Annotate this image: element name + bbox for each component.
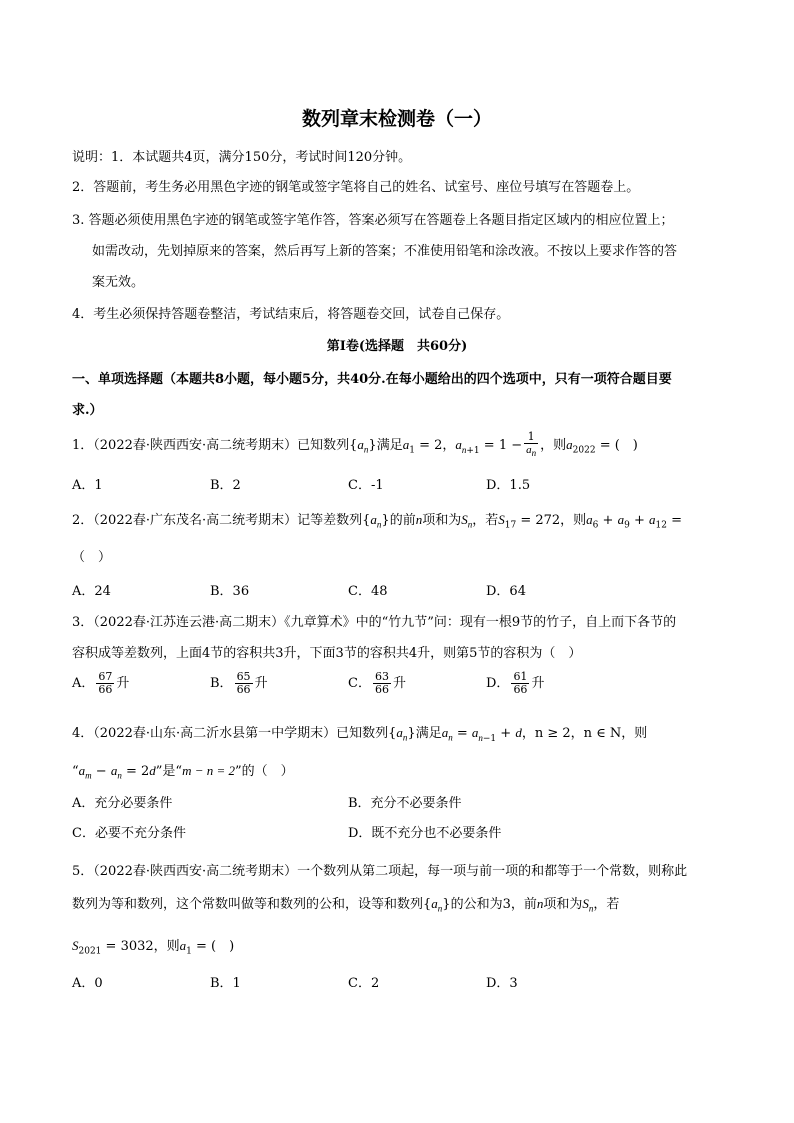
q1-option-d[interactable]: D．1.5 [486,478,531,493]
q2-option-c[interactable]: C．48 [348,584,388,599]
q4-option-c[interactable]: C．必要不充分条件 [72,826,186,841]
instruction-2: 2．答题前，考生务必用黑色字迹的钢笔或签字笔将自己的姓名、试室号、座位号填写在答题卷上。 [72,180,640,195]
instruction-3: 3. 答题必须使用黑色字迹的钢笔或签字笔作答，答案必须写在答题卷上各题目指定区域内的相应位置上； [72,213,674,228]
q4-prefix: 4．（2022春·山东·高二沂水县第一中学期末）已知数列 [72,726,389,741]
q1-fraction: $\frac{1}{a_n}$ [526,430,537,459]
q3-option-b[interactable]: B． $\frac{65}{66}$ 升 [210,670,268,696]
question-5-cont2: $S_{2021} = 3032$，则$a_1$ = ( ) [72,938,235,957]
q3-option-c[interactable]: C． $\frac{63}{66}$ 升 [348,670,406,696]
question-1: 1．（2022春·陕西西安·高二统考期末）已知数列$\{a_n\}$满足$a_1 = 2$，$a_{n+1} = 1$ − $\frac{1}{a_n}$ ，则$a_{2022}$ = ( ) [72,430,638,459]
q1-cond2: = 1 − [483,438,523,453]
instruction-3-cont2: 案无效。 [92,275,145,290]
instruction-3-cont: 如需改动，先划掉原来的答案，然后再写上新的答案；不准使用铅笔和涂改液。不按以上要求作答的答 [92,244,678,259]
q1-option-a[interactable]: A．1 [72,478,103,493]
q1-seq: $\{a_n\}$ [349,437,377,455]
q2-mid3: ，若 [472,513,499,528]
q1-option-c[interactable]: C．-1 [348,478,384,493]
q2-option-d[interactable]: D．64 [486,584,526,599]
q5-option-c[interactable]: C．2 [348,976,380,991]
q2-prefix: 2．（2022春·广东茂名·高二统考期末）记等差数列 [72,513,363,528]
q2-option-b[interactable]: B．36 [210,584,250,599]
q1-option-b[interactable]: B．2 [210,478,241,493]
q3-option-d[interactable]: D． $\frac{61}{66}$ 升 [486,670,545,696]
q1-suffix: ，则 [540,438,567,453]
question-5-cont: 数列为等和数列，这个常数叫做等和数列的公和，设等和数列$\{a_n\}$的公和为3，前n项和为$S_n$，若 [72,896,620,914]
question-3: 3．（2022春·江苏连云港·高二期末）《九章算术》中的“竹九节”问：现有一根9节的竹子，自上而下各节的 [72,615,677,630]
q2-eq: = 272，则 [520,513,587,528]
q4-option-b[interactable]: B．充分不必要条件 [348,796,462,811]
question-4-cont: “$a_m - a_n = 2d$”是“m − n = 2”的（ ） [72,763,294,781]
q1-tail: = ( ) [599,438,638,453]
q4-cond: ，n ≥ 2，n ∈ N，则 [521,726,648,741]
q2-mid1: 的前 [389,513,416,528]
instruction-4: 4．考生必须保持答题卷整洁，考试结束后，将答题卷交回，试卷自己保存。 [72,307,510,322]
question-4: 4．（2022春·山东·高二沂水县第一中学期末）已知数列$\{a_n\}$满足$a_n = a_{n-1} + d$，n ≥ 2，n ∈ N，则 [72,725,648,744]
q2-tail: = [671,513,682,528]
q1-cond1: = 2， [419,438,456,453]
q4-option-d[interactable]: D．既不充分也不必要条件 [348,826,502,841]
q5-option-d[interactable]: D．3 [486,976,518,991]
q2-option-a[interactable]: A．24 [72,584,111,599]
q2-mid2: 项和为 [422,513,462,528]
q1-mid: 满足 [376,438,403,453]
question-2: 2．（2022春·广东茂名·高二统考期末）记等差数列$\{a_n\}$的前n项和为$S_n$，若$S_{17} = 272$，则$a_6 + a_9 + a_{12}$ = [72,512,682,531]
part1-heading-cont: 求.） [72,403,103,418]
q4-option-a[interactable]: A．充分必要条件 [72,796,173,811]
instruction-1: 说明：1．本试题共4页，满分150分，考试时间120分钟。 [72,150,412,165]
q2-line2: （ ） [72,550,112,565]
q1-prefix: 1．（2022春·陕西西安·高二统考期末）已知数列 [72,438,350,453]
q1-a1: a [402,437,410,452]
q5-option-b[interactable]: B．1 [210,976,241,991]
section-title: 第I卷(选择题 共60分) [326,339,468,354]
q4-mid1: 满足 [415,726,442,741]
question-5: 5．（2022春·陕西西安·高二统考期末）一个数列从第二项起，每一项与前一项的和都等于一个常数，则称此 [72,864,688,879]
page-title: 数列章末检测卷（一） [301,108,492,130]
part1-heading: 一、单项选择题（本题共8小题，每小题5分，共40分.在每小题给出的四个选项中，只有一项符合题目要 [72,372,672,387]
q5-option-a[interactable]: A．0 [72,976,103,991]
question-3-cont: 容积成等差数列，上面4节的容积共3升，下面3节的容积共4升，则第5节的容积为（ ） [72,646,582,661]
q3-option-a[interactable]: A． $\frac{67}{66}$ 升 [72,670,130,696]
